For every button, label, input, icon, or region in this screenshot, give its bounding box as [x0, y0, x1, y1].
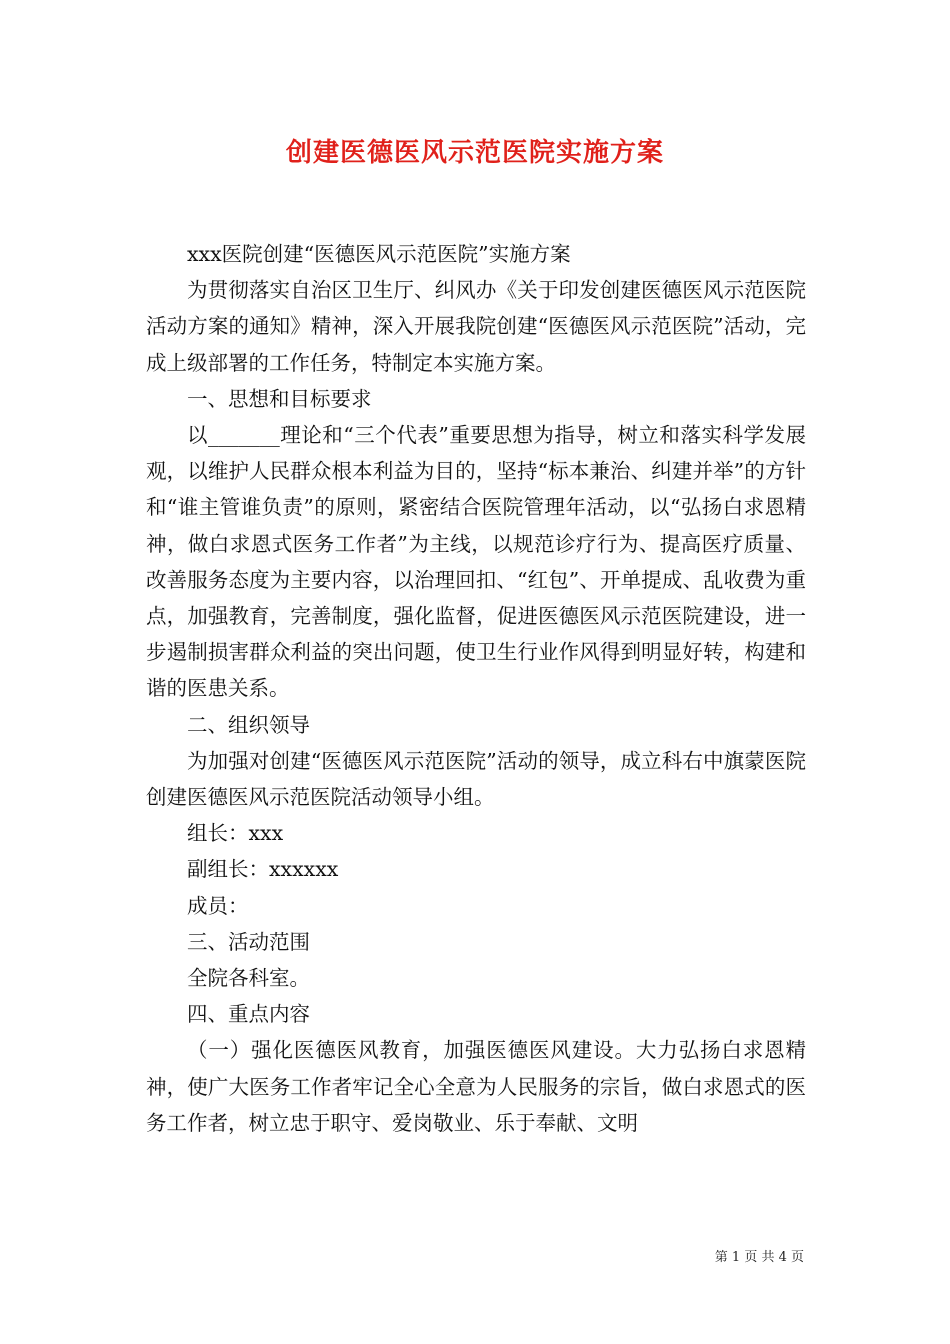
leader-line: 组长：xxx: [187, 821, 284, 846]
paragraph-subtitle: xxx医院创建“医德医风示范医院”实施方案: [187, 242, 571, 266]
members-line: 成员：: [187, 893, 249, 918]
section-heading-3: 三、活动范围: [187, 929, 310, 954]
section-heading-1: 一、思想和目标要求: [187, 386, 372, 411]
paragraph-intro: 为贯彻落实自治区卫生厅、纠风办《关于印发创建医德医风示范医院活动方案的通知》精神，深入开展我院创建“医德医风示范医院”活动，完成上级部署的工作任务，特制定本实施方案。: [146, 278, 806, 375]
paragraph-section-1: 以_______理论和“三个代表”重要思想为指导，树立和落实科学发展观，以维护人民群众根本利益为目的，坚持“标本兼治、纠建并举”的方针和“谁主管谁负责”的原则，紧密结合医院管理年活动，以“弘扬白求恩精神，做白求恩式医务工作者”为主线，以规范诊疗行为、提高医疗质量、改善服务态度为主要内容，以治理回扣、“红包”、开单提成、乱收费为重点，加强教育，完善制度，强化监督，促进医德医风示范医院建设，进一步遏制损害群众利益的突出问题，使卫生行业作风得到明显好转，构建和谐的医患关系。: [146, 423, 806, 701]
page-number: 第 1 页 共 4 页: [714, 1250, 804, 1265]
document-body: [146, 236, 806, 1141]
paragraph-section-2: 为加强对创建“医德医风示范医院”活动的领导，成立科右中旗蒙医院创建医德医风示范医院活动领导小组。: [146, 748, 806, 810]
section-heading-4: 四、重点内容: [187, 1002, 310, 1027]
paragraph-section-4-1: （一）强化医德医风教育，加强医德医风建设。大力弘扬白求恩精神，使广大医务工作者牢记全心全意为人民服务的宗旨，做白求恩式的医务工作者，树立忠于职守、爱岗敬业、乐于奉献、文明: [146, 1038, 806, 1135]
paragraph-section-3: 全院各科室。: [187, 966, 310, 991]
document-title: 创建医德医风示范医院实施方案: [285, 138, 664, 168]
section-heading-2: 二、组织领导: [187, 712, 310, 737]
deputy-leader-line: 副组长：xxxxxx: [187, 857, 339, 882]
